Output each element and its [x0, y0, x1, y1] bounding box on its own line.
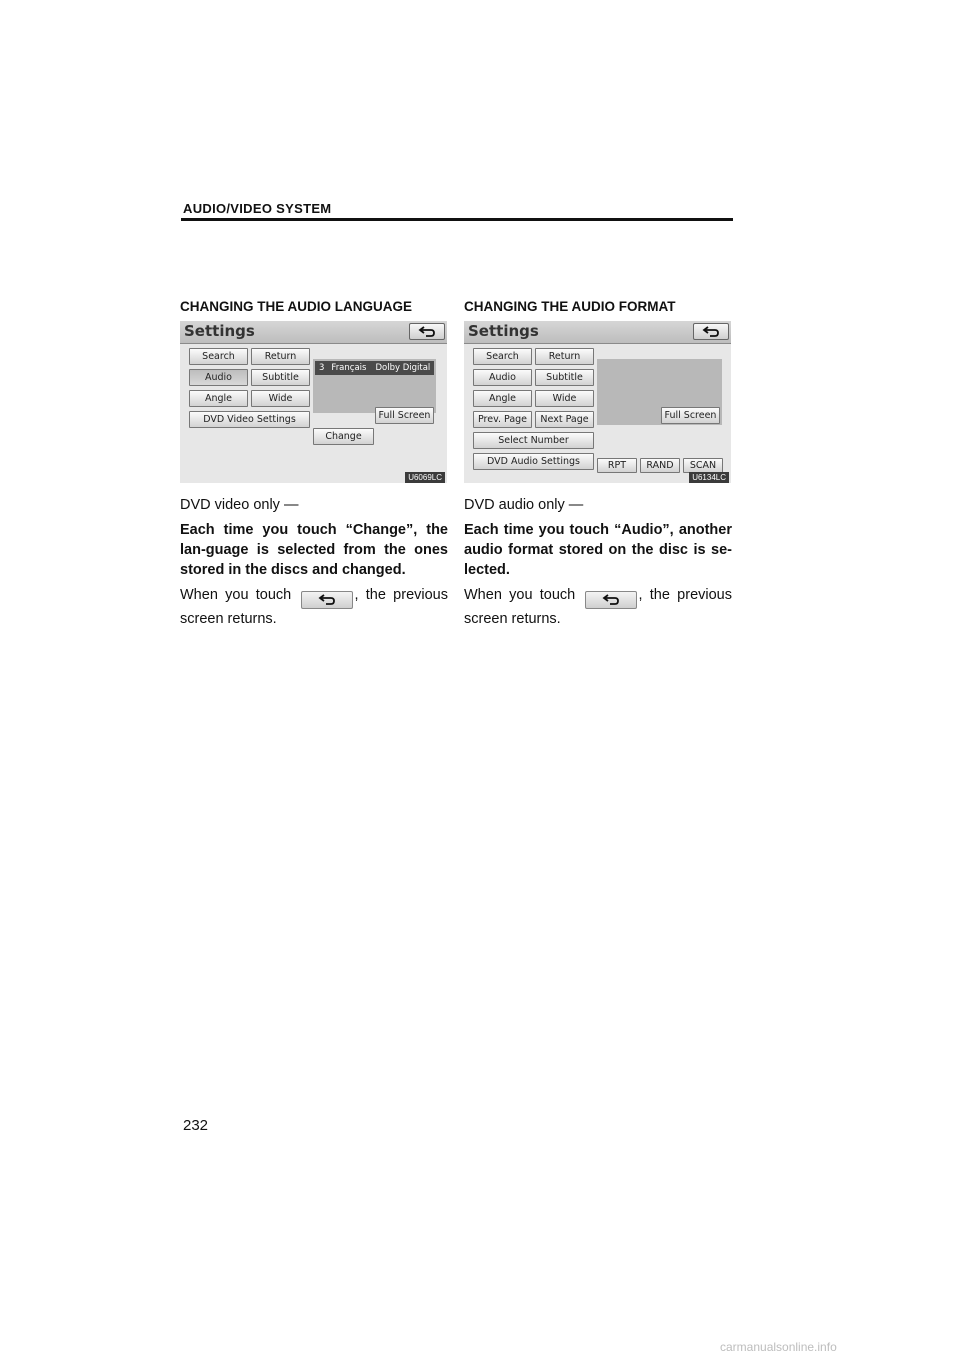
change-button[interactable]: Change [313, 428, 374, 445]
audio-button[interactable]: Audio [473, 369, 532, 386]
touch-after-text: , the previous screen returns. [180, 587, 448, 627]
touch-before-text: When you touch [180, 587, 292, 603]
audio-format-instruction: Each time you touch “Audio”, another audio format stored on the disc is se-lected. [464, 522, 732, 578]
track-number: 3 [319, 363, 325, 373]
audio-info-bar [315, 361, 434, 375]
audio-display-area [597, 359, 722, 425]
angle-button[interactable]: Angle [189, 390, 248, 407]
next-page-button[interactable]: Next Page [535, 411, 594, 428]
screen-titlebar [464, 321, 731, 344]
audio-button[interactable]: Audio [189, 369, 248, 386]
screen-titlebar [180, 321, 447, 344]
wide-button[interactable]: Wide [535, 390, 594, 407]
inline-back-button [301, 591, 353, 609]
audio-format: Dolby Digital [375, 363, 431, 373]
back-instruction [464, 585, 732, 629]
page-number: 232 [183, 1117, 209, 1134]
back-instruction [180, 585, 448, 629]
audio-language: Français [331, 363, 367, 373]
prev-page-button[interactable]: Prev. Page [473, 411, 532, 428]
subtitle-button[interactable]: Subtitle [535, 369, 594, 386]
settings-screen-dvd-video [180, 321, 447, 483]
settings-screen-dvd-audio [464, 321, 731, 483]
figure-code: U6134LC [689, 472, 729, 483]
back-button[interactable] [693, 323, 729, 340]
screen-title: Settings [468, 322, 539, 340]
search-button[interactable]: Search [189, 348, 248, 365]
screen-title: Settings [184, 322, 255, 340]
random-button[interactable]: RAND [640, 458, 680, 473]
repeat-button[interactable]: RPT [597, 458, 637, 473]
back-arrow-icon [602, 594, 620, 605]
left-column [180, 297, 448, 629]
watermark-text: carmanualsonline.info [720, 1340, 837, 1354]
back-arrow-icon [702, 326, 720, 337]
dvd-audio-settings-button[interactable]: DVD Audio Settings [473, 453, 594, 470]
return-button[interactable]: Return [251, 348, 310, 365]
inline-back-button [585, 591, 637, 609]
scan-button[interactable]: SCAN [683, 458, 723, 473]
return-button[interactable]: Return [535, 348, 594, 365]
touch-after-text: , the previous screen returns. [464, 587, 732, 627]
back-arrow-icon [318, 594, 336, 605]
right-column [464, 297, 732, 629]
figure-code: U6069LC [405, 472, 445, 483]
full-screen-button[interactable]: Full Screen [661, 407, 720, 424]
dvd-audio-only-note: DVD audio only — [464, 497, 584, 513]
header-rule [181, 218, 733, 221]
page-header-title: AUDIO/VIDEO SYSTEM [183, 201, 332, 216]
dvd-video-only-note: DVD video only — [180, 497, 299, 513]
full-screen-button[interactable]: Full Screen [375, 407, 434, 424]
select-number-button[interactable]: Select Number [473, 432, 594, 449]
search-button[interactable]: Search [473, 348, 532, 365]
touch-before-text: When you touch [464, 587, 576, 603]
back-arrow-icon [418, 326, 436, 337]
back-button[interactable] [409, 323, 445, 340]
wide-button[interactable]: Wide [251, 390, 310, 407]
video-display-area [313, 359, 436, 421]
change-instruction: Each time you touch “Change”, the lan-guage is selected from the ones stored in the discs and changed. [180, 522, 448, 578]
angle-button[interactable]: Angle [473, 390, 532, 407]
subtitle-button[interactable]: Subtitle [251, 369, 310, 386]
dvd-video-settings-button[interactable]: DVD Video Settings [189, 411, 310, 428]
section-heading-audio-format: CHANGING THE AUDIO FORMAT [464, 299, 676, 314]
section-heading-audio-language: CHANGING THE AUDIO LANGUAGE [180, 299, 412, 314]
